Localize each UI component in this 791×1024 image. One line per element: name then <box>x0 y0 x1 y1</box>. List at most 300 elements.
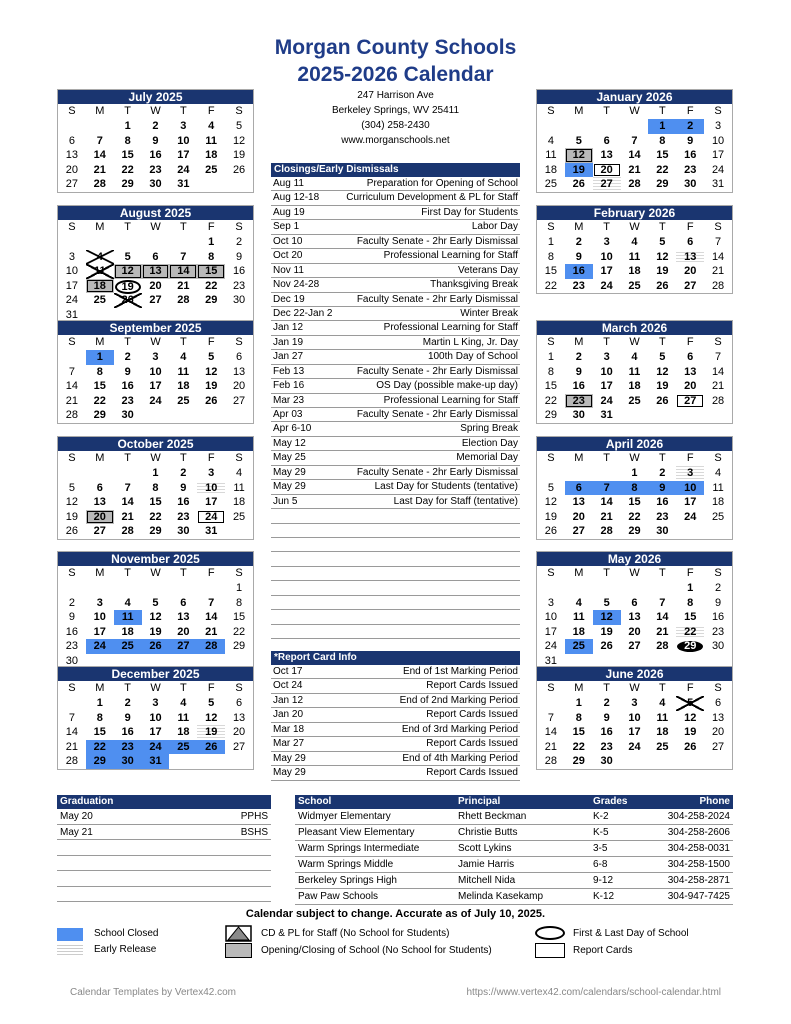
day-cell: 16 <box>711 611 725 623</box>
weekday-label: T <box>603 221 611 233</box>
weekday-label: F <box>686 221 694 233</box>
day-cell: 24 <box>177 163 190 176</box>
day-cell: 18 <box>544 163 558 176</box>
weekday-label: S <box>714 682 722 694</box>
day-cell: 5 <box>124 250 131 263</box>
day-cell: 24 <box>544 640 558 652</box>
event-date: May 29 <box>273 752 306 764</box>
weekday-label: F <box>207 336 215 348</box>
event-row <box>271 293 520 307</box>
school-principal: Melinda Kasekamp <box>458 891 544 902</box>
weekday-row <box>58 220 253 235</box>
day-cell: 30 <box>684 178 697 190</box>
event-description: End of 4th Marking Period <box>402 752 518 764</box>
day-cell: 2 <box>124 697 131 709</box>
event-row <box>271 206 520 220</box>
day-cell: 24 <box>197 510 225 525</box>
event-date: Jan 20 <box>273 709 304 721</box>
weekday-label: T <box>124 682 132 694</box>
weekday-row <box>58 335 253 350</box>
day-cell: 22 <box>544 394 558 407</box>
weekday-label: S <box>235 336 243 348</box>
day-cell: 6 <box>687 351 694 363</box>
weekday-label: S <box>235 682 243 694</box>
day-cell: 17 <box>93 625 106 638</box>
day-number: 29 <box>677 641 703 652</box>
school-address <box>271 88 520 148</box>
day-cell: 19 <box>544 510 558 523</box>
day-cell: 12 <box>684 711 697 724</box>
day-cell <box>169 581 197 596</box>
month-header: February 2026 <box>537 206 732 220</box>
day-cell: 28 <box>177 294 190 306</box>
weekday-label: W <box>150 452 161 464</box>
day-cell: 13 <box>600 149 613 161</box>
weekday-row <box>537 335 732 350</box>
event-row <box>271 422 520 436</box>
weekday-label: T <box>659 221 666 233</box>
day-cell: 29 <box>628 525 641 537</box>
day-cell: 23 <box>711 625 725 638</box>
weekday-label: T <box>124 567 132 579</box>
day-cell: 20 <box>684 265 697 277</box>
weekday-row <box>537 681 732 696</box>
day-cell: 16 <box>572 380 585 392</box>
weekday-label: W <box>629 221 640 233</box>
day-cell: 30 <box>232 294 246 306</box>
day-cell: 10 <box>177 134 190 147</box>
day-cell <box>593 119 621 134</box>
day-cell: 23 <box>65 640 79 652</box>
day-cell <box>225 754 253 769</box>
month-header: March 2026 <box>537 321 732 335</box>
day-cell: 22 <box>205 279 218 292</box>
legend-report-cards-label: Report Cards <box>573 945 633 956</box>
event-row <box>271 752 520 766</box>
day-cell: 25 <box>177 394 190 407</box>
school-name: Pleasant View Elementary <box>298 827 415 838</box>
footer-credit[interactable]: Calendar Templates by Vertex42.com <box>70 987 237 998</box>
day-cell <box>676 639 704 654</box>
weekday-label: T <box>659 336 666 348</box>
graduation-row <box>57 809 271 825</box>
day-cell: 27 <box>572 525 585 537</box>
day-cell: 8 <box>208 250 215 263</box>
event-date: May 12 <box>273 437 306 449</box>
day-cell: 19 <box>65 510 79 523</box>
event-description: Faculty Senate - 2hr Early Dismissal <box>356 293 518 305</box>
day-cell: 1 <box>648 119 676 134</box>
legend-striped-swatch <box>57 944 83 957</box>
legend-opening-closing-label: Opening/Closing of School (No School for Students) <box>261 945 492 956</box>
weekday-label: S <box>714 221 722 233</box>
day-cell: 23 <box>177 510 190 523</box>
event-description: Election Day <box>461 437 518 449</box>
day-cell: 25 <box>628 394 641 407</box>
weekday-label: T <box>180 567 187 579</box>
day-cell: 6 <box>236 351 243 363</box>
event-date: Aug 11 <box>273 178 304 189</box>
event-description: End of 3rd Marking Period <box>401 723 518 735</box>
weekday-label: M <box>574 336 584 348</box>
day-cell: 27 <box>65 178 79 190</box>
weekday-label: M <box>95 221 105 233</box>
day-cell: 30 <box>177 525 190 537</box>
day-grid <box>58 581 253 668</box>
day-cell: 25 <box>232 510 246 523</box>
event-date: Jan 12 <box>273 322 304 334</box>
month-header: December 2025 <box>58 667 253 681</box>
day-cell: 3 <box>715 120 722 132</box>
event-description: Memorial Day <box>456 452 518 464</box>
school-phone: 304-947-7425 <box>667 891 730 902</box>
day-cell: 10 <box>600 365 613 378</box>
day-cell: 4 <box>86 250 114 265</box>
weekday-row <box>537 104 732 119</box>
day-cell: 25 <box>114 639 142 654</box>
day-cell <box>593 466 621 481</box>
graduation-row <box>57 887 271 903</box>
day-cell: 1 <box>86 350 114 365</box>
day-cell <box>621 408 649 423</box>
day-cell: 26 <box>114 293 142 308</box>
day-cell <box>86 119 114 134</box>
day-cell: 8 <box>547 250 554 263</box>
school-grades: 3-5 <box>593 843 608 854</box>
event-description: Curriculum Development & PL for Staff <box>346 192 518 204</box>
event-description: 100th Day of School <box>427 351 518 363</box>
event-description: Labor Day <box>471 221 518 233</box>
weekday-label: F <box>686 105 694 117</box>
day-cell: 12 <box>149 611 162 623</box>
day-cell: 5 <box>208 351 215 363</box>
event-row <box>271 307 520 321</box>
event-row <box>271 708 520 722</box>
day-cell: 3 <box>603 236 610 248</box>
day-cell: 1 <box>152 467 159 479</box>
event-description: Professional Learning for Staff <box>383 322 518 334</box>
day-cell <box>58 696 86 711</box>
day-cell: 18 <box>177 380 190 392</box>
event-date: Oct 20 <box>273 250 303 262</box>
month-header: April 2026 <box>537 437 732 451</box>
day-cell: 2 <box>236 236 243 248</box>
day-cell: 18 <box>628 265 641 277</box>
event-date: Mar 23 <box>273 394 305 406</box>
event-date: Jan 12 <box>273 694 304 706</box>
weekday-label: T <box>659 682 666 694</box>
day-cell: 20 <box>232 726 246 738</box>
day-cell: 20 <box>572 510 585 523</box>
day-cell: 24 <box>628 740 641 753</box>
schools-header <box>295 795 733 809</box>
weekday-label: W <box>629 567 640 579</box>
day-cell: 3 <box>96 596 103 609</box>
event-description: Winter Break <box>460 307 518 319</box>
day-cell: 14 <box>711 250 725 263</box>
day-cell: 25 <box>565 639 593 654</box>
day-cell: 28 <box>93 178 106 190</box>
school-row <box>295 841 733 857</box>
day-cell <box>537 581 565 596</box>
weekday-label: M <box>95 336 105 348</box>
event-date: Apr 6-10 <box>273 423 312 435</box>
weekday-label: S <box>68 452 76 464</box>
day-cell: 1 <box>547 236 554 248</box>
day-cell: 17 <box>628 726 641 738</box>
day-cell: 7 <box>68 365 75 378</box>
day-cell: 27 <box>149 294 162 306</box>
disclaimer-note: Calendar subject to change. Accurate as of July 10, 2025. <box>245 908 546 920</box>
day-cell: 12 <box>656 365 669 378</box>
day-cell: 20 <box>177 625 190 638</box>
event-row <box>271 694 520 708</box>
day-cell: 21 <box>205 625 218 638</box>
event-date: Mar 27 <box>273 738 305 750</box>
day-cell: 4 <box>575 596 582 609</box>
schools-col-school: School <box>298 796 332 807</box>
day-cell: 15 <box>197 264 225 279</box>
day-cell: 9 <box>603 711 610 724</box>
day-cell: 30 <box>600 755 613 767</box>
weekday-label: M <box>574 105 584 117</box>
day-cell: 21 <box>65 394 79 407</box>
day-cell <box>648 408 676 423</box>
month-march <box>536 320 733 424</box>
day-cell: 23 <box>149 163 162 176</box>
day-cell: 7 <box>208 596 215 609</box>
day-cell: 26 <box>572 178 585 190</box>
day-cell: 28 <box>711 394 725 407</box>
weekday-label: W <box>629 682 640 694</box>
day-cell: 5 <box>68 481 75 494</box>
day-cell: 15 <box>232 611 246 623</box>
day-cell: 23 <box>114 740 142 755</box>
weekday-label: S <box>68 105 76 117</box>
day-cell: 30 <box>121 409 134 421</box>
weekday-label: F <box>207 682 215 694</box>
weekday-label: M <box>95 682 105 694</box>
day-cell <box>197 581 225 596</box>
day-cell: 20 <box>684 380 697 392</box>
event-description: Professional Learning for Staff <box>383 394 518 406</box>
day-cell: 13 <box>232 711 246 724</box>
day-cell: 9 <box>180 481 187 494</box>
day-cell: 13 <box>711 711 725 724</box>
weekday-label: S <box>714 336 722 348</box>
day-cell: 11 <box>114 610 142 625</box>
day-cell <box>593 581 621 596</box>
weekday-label: W <box>150 336 161 348</box>
day-cell: 13 <box>676 250 704 265</box>
day-cell: 3 <box>631 697 638 709</box>
event-date: May 29 <box>273 481 306 493</box>
day-cell <box>86 581 114 596</box>
event-row <box>271 177 520 191</box>
title-line2: 2025-2026 Calendar <box>297 63 494 86</box>
weekday-row <box>537 566 732 581</box>
school-row <box>295 857 733 873</box>
schools-col-phone: Phone <box>699 796 730 807</box>
event-row <box>271 466 520 480</box>
day-cell: 13 <box>232 365 246 378</box>
address-website[interactable]: www.morganschools.net <box>341 135 450 146</box>
day-cell <box>565 466 593 481</box>
day-cell: 18 <box>205 149 218 161</box>
day-cell: 12 <box>114 264 142 279</box>
weekday-label: T <box>603 336 611 348</box>
weekday-label: T <box>603 105 611 117</box>
day-cell: 16 <box>232 265 246 277</box>
day-cell: 13 <box>684 365 697 378</box>
day-cell: 7 <box>715 351 722 363</box>
day-cell: 15 <box>544 380 558 392</box>
school-principal: Rhett Beckman <box>458 811 527 822</box>
day-cell: 7 <box>547 711 554 724</box>
weekday-label: M <box>574 567 584 579</box>
day-cell: 31 <box>142 754 170 769</box>
event-date: Oct 24 <box>273 680 303 692</box>
day-cell <box>169 408 197 423</box>
day-cell: 19 <box>205 380 218 392</box>
day-cell: 7 <box>631 134 638 147</box>
school-phone: 304-258-1500 <box>667 859 730 870</box>
day-cell: 27 <box>628 640 641 652</box>
day-cell: 11 <box>656 711 669 724</box>
day-cell: 2 <box>180 467 187 479</box>
day-cell: 29 <box>149 525 162 537</box>
day-cell: 10 <box>628 711 641 724</box>
school-phone: 304-258-2606 <box>667 827 730 838</box>
footer-url[interactable]: https://www.vertex42.com/calendars/school-calendar.html <box>466 987 721 998</box>
day-grid <box>537 581 732 668</box>
school-principal: Jamie Harris <box>458 859 515 870</box>
day-cell: 16 <box>121 380 134 392</box>
day-cell: 11 <box>572 611 585 623</box>
day-cell: 28 <box>656 640 669 652</box>
day-cell: 12 <box>656 250 669 263</box>
school-name: Paw Paw Schools <box>298 891 379 902</box>
day-cell: 18 <box>86 279 114 294</box>
day-cell: 7 <box>659 596 666 609</box>
day-cell <box>142 581 170 596</box>
day-cell: 8 <box>687 596 694 609</box>
event-row <box>271 249 520 263</box>
event-row <box>271 737 520 751</box>
event-date: Aug 19 <box>273 206 305 218</box>
school-principal: Mitchell Nida <box>458 875 516 886</box>
day-cell <box>58 350 86 365</box>
day-cell: 15 <box>121 149 134 161</box>
day-cell: 6 <box>565 481 593 496</box>
day-cell: 24 <box>149 394 162 407</box>
day-cell: 18 <box>177 726 190 738</box>
day-cell: 26 <box>65 525 79 537</box>
school-row <box>295 873 733 889</box>
school-grades: 6-8 <box>593 859 608 870</box>
school-name: Widmyer Elementary <box>298 811 391 822</box>
day-cell: 29 <box>572 755 585 767</box>
day-cell: 30 <box>65 654 79 667</box>
day-cell: 2 <box>575 236 582 248</box>
day-cell: 17 <box>684 496 697 508</box>
title-line1: Morgan County Schools <box>274 36 517 59</box>
day-cell: 22 <box>544 279 558 292</box>
day-cell: 5 <box>236 120 243 132</box>
page-title <box>0 34 791 88</box>
day-cell: 9 <box>687 134 694 147</box>
day-cell: 21 <box>544 740 558 753</box>
day-cell: 1 <box>547 351 554 363</box>
weekday-label: W <box>150 105 161 117</box>
day-cell: 21 <box>93 163 106 176</box>
graduation-school: BSHS <box>240 826 268 838</box>
weekday-label: T <box>180 221 187 233</box>
day-cell: 5 <box>208 697 215 709</box>
day-cell: 23 <box>684 163 697 176</box>
day-cell: 9 <box>715 596 722 609</box>
day-cell: 3 <box>180 120 187 132</box>
day-cell <box>537 696 565 711</box>
day-cell: 10 <box>676 481 704 496</box>
day-cell <box>676 754 704 769</box>
day-cell: 14 <box>93 149 106 161</box>
weekday-label: W <box>150 221 161 233</box>
event-date: Apr 03 <box>273 409 303 420</box>
weekday-row <box>537 220 732 235</box>
weekday-label: T <box>603 567 611 579</box>
day-cell: 6 <box>96 481 103 494</box>
day-cell: 29 <box>205 294 218 306</box>
day-cell: 16 <box>600 726 613 738</box>
event-row <box>271 480 520 494</box>
day-cell: 3 <box>547 596 554 609</box>
day-cell: 9 <box>575 365 582 378</box>
weekday-label: M <box>574 452 584 464</box>
event-row <box>271 394 520 408</box>
event-row <box>271 220 520 234</box>
day-cell: 26 <box>684 740 697 753</box>
day-cell: 27 <box>169 639 197 654</box>
day-cell: 13 <box>628 611 641 623</box>
day-cell: 30 <box>114 754 142 769</box>
day-cell: 15 <box>544 265 558 277</box>
weekday-label: T <box>659 567 666 579</box>
empty-row <box>271 610 520 624</box>
weekday-label: T <box>180 336 187 348</box>
event-date: Jan 27 <box>273 351 304 363</box>
day-cell: 21 <box>121 510 134 523</box>
day-cell: 29 <box>93 409 106 421</box>
day-cell: 5 <box>659 351 666 363</box>
day-cell: 8 <box>96 365 103 378</box>
day-cell: 10 <box>149 365 162 378</box>
closings-table <box>271 163 520 653</box>
event-description: Last Day for Staff (tentative) <box>393 495 518 507</box>
day-cell: 30 <box>572 409 585 421</box>
month-header: May 2026 <box>537 552 732 566</box>
day-cell: 11 <box>177 711 190 724</box>
day-cell: 17 <box>600 265 613 277</box>
day-cell: 7 <box>124 481 131 494</box>
day-cell <box>537 466 565 481</box>
day-cell: 14 <box>121 496 134 508</box>
graduation-row <box>57 825 271 841</box>
day-cell: 31 <box>711 178 725 190</box>
day-cell: 4 <box>659 697 666 709</box>
school-grades: K-5 <box>593 827 609 838</box>
day-cell: 12 <box>544 496 558 508</box>
